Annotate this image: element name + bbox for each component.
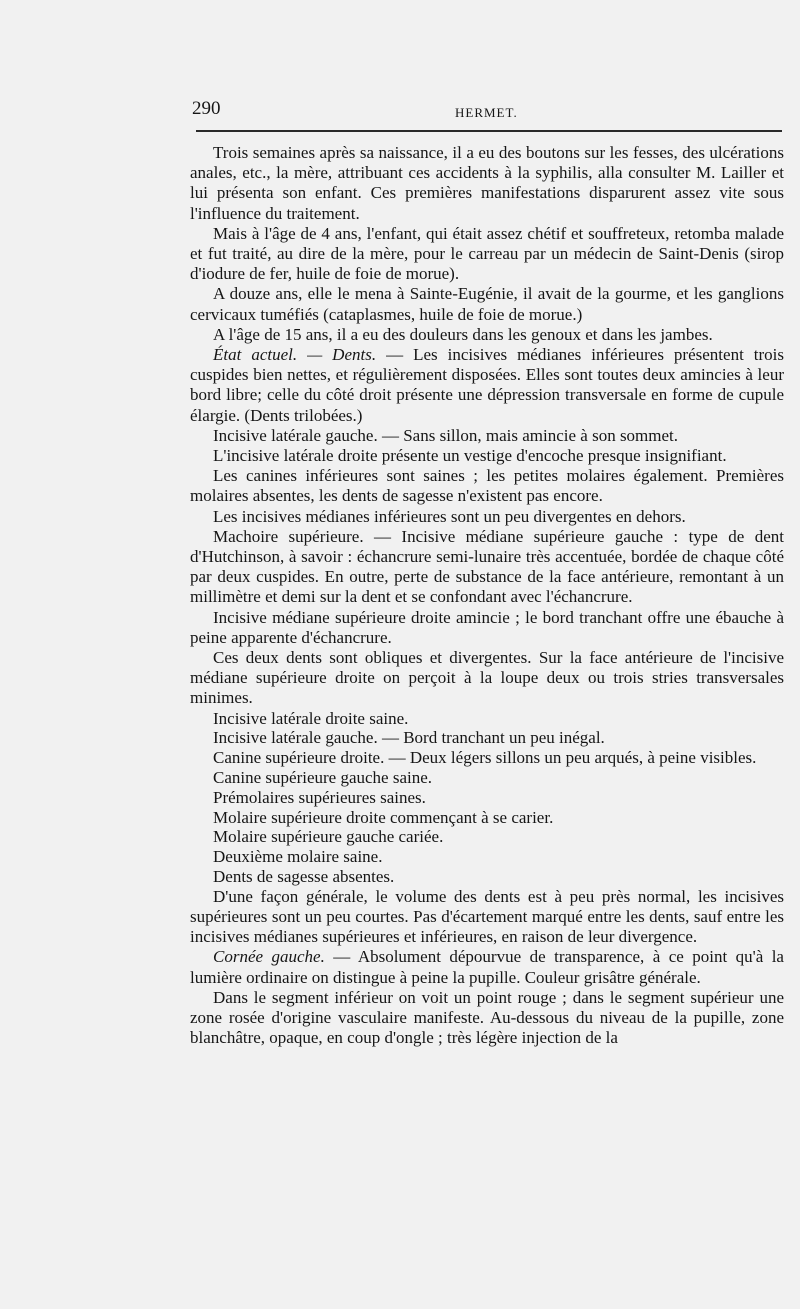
paragraph-19: Molaire supérieure gauche cariée. — [213, 827, 444, 847]
paragraph-13: Incisive latérale droite saine. — [213, 708, 409, 728]
paragraph-23: Cornée gauche. — Absolument dépourvue de transparence, à ce point qu'à la lumière ordinaire on distingue à peine la pupille. Couleur grisâtre générale. — [190, 947, 784, 987]
section-lead-etat-actuel: État actuel. — Dents. — [213, 345, 377, 365]
paragraph-7: L'incisive latérale droite présente un vestige d'encoche presque insignifiant. — [213, 446, 727, 466]
paragraph-6: Incisive latérale gauche. — Sans sillon, mais amincie à son sommet. — [213, 425, 679, 445]
page-number: 290 — [192, 98, 221, 119]
paragraph-10: Machoire supérieure. — Incisive médiane supérieure gauche : type de dent d'Hutchinson, à savoir : échancrure semi-lunaire très accentuée, bordée de chaque côté par deux cuspides. En outre, perte de substance de la face antérieure, remontant à un millimètre et demi sur la dent et se confondant avec l'échancrure. — [190, 526, 784, 607]
paragraph-16: Canine supérieure gauche saine. — [213, 768, 433, 788]
paragraph-4: A l'âge de 15 ans, il a eu des douleurs dans les genoux et dans les jambes. — [213, 324, 713, 344]
section-lead-cornee-gauche: Cornée gauche. — [213, 947, 325, 967]
body-text — [190, 143, 784, 1048]
paragraph-1: Trois semaines après sa naissance, il a eu des boutons sur les fesses, des ulcérations anales, etc., la mère, attribuant ces accidents à la syphilis, alla consulter M. Lailler et lui présenta son enfant. Ces premières manifestations disparurent assez vite sous l'influence du traitement. — [190, 143, 784, 223]
paragraph-22: D'une façon générale, le volume des dents est à peu près normal, les incisives supérieures sont un peu courtes. Pas d'écartement marqué entre les dents, sauf entre les incisives médianes supérieures et inférieures, en raison de leur divergence. — [190, 886, 784, 947]
paragraph-9: Les incisives médianes inférieures sont un peu divergentes en dehors. — [213, 506, 686, 526]
running-head: HERMET. — [455, 105, 518, 120]
header-rule — [196, 130, 782, 132]
paragraph-21: Dents de sagesse absentes. — [213, 867, 395, 887]
paragraph-5: État actuel. — Dents. — Les incisives médianes inférieures présentent trois cuspides bien nettes, et régulièrement disposées. Elles sont toutes deux amincies à leur bord libre; celle du côté droit présente une dépression transversale en forme de cupule élargie. (Dents trilobées.) — [190, 345, 784, 425]
paragraph-20: Deuxième molaire saine. — [213, 847, 383, 867]
paragraph-3: A douze ans, elle le mena à Sainte-Eugénie, il avait de la gourme, et les ganglions cervicaux tuméfiés (cataplasmes, huile de foie de morue.) — [190, 284, 784, 324]
paragraph-12: Ces deux dents sont obliques et divergentes. Sur la face antérieure de l'incisive médiane supérieure droite on perçoit à la loupe deux ou trois stries transversales minimes. — [190, 648, 784, 708]
paragraph-18: Molaire supérieure droite commençant à se carier. — [213, 807, 554, 827]
paragraph-11: Incisive médiane supérieure droite amincie ; le bord tranchant offre une ébauche à peine apparente d'échancrure. — [190, 607, 784, 647]
paragraph-2: Mais à l'âge de 4 ans, l'enfant, qui était assez chétif et souffreteux, retomba malade et fut traité, au dire de la mère, pour le carreau par un médecin de Saint-Denis (sirop d'iodure de fer, huile de foie de morue). — [190, 223, 784, 284]
paragraph-14: Incisive latérale gauche. — Bord tranchant un peu inégal. — [213, 728, 605, 748]
paragraph-17: Prémolaires supérieures saines. — [213, 787, 426, 807]
paragraph-24: Dans le segment inférieur on voit un point rouge ; dans le segment supérieur une zone rosée d'origine vasculaire manifeste. Au-dessous du niveau de la pupille, zone blanchâtre, opaque, en coup d'ongle ; très légère injection de la — [190, 987, 784, 1048]
paragraph-8: Les canines inférieures sont saines ; les petites molaires également. Premières molaires absentes, les dents de sagesse n'existent pas encore. — [190, 466, 784, 506]
paragraph-15: Canine supérieure droite. — Deux légers sillons un peu arqués, à peine visibles. — [213, 748, 757, 768]
